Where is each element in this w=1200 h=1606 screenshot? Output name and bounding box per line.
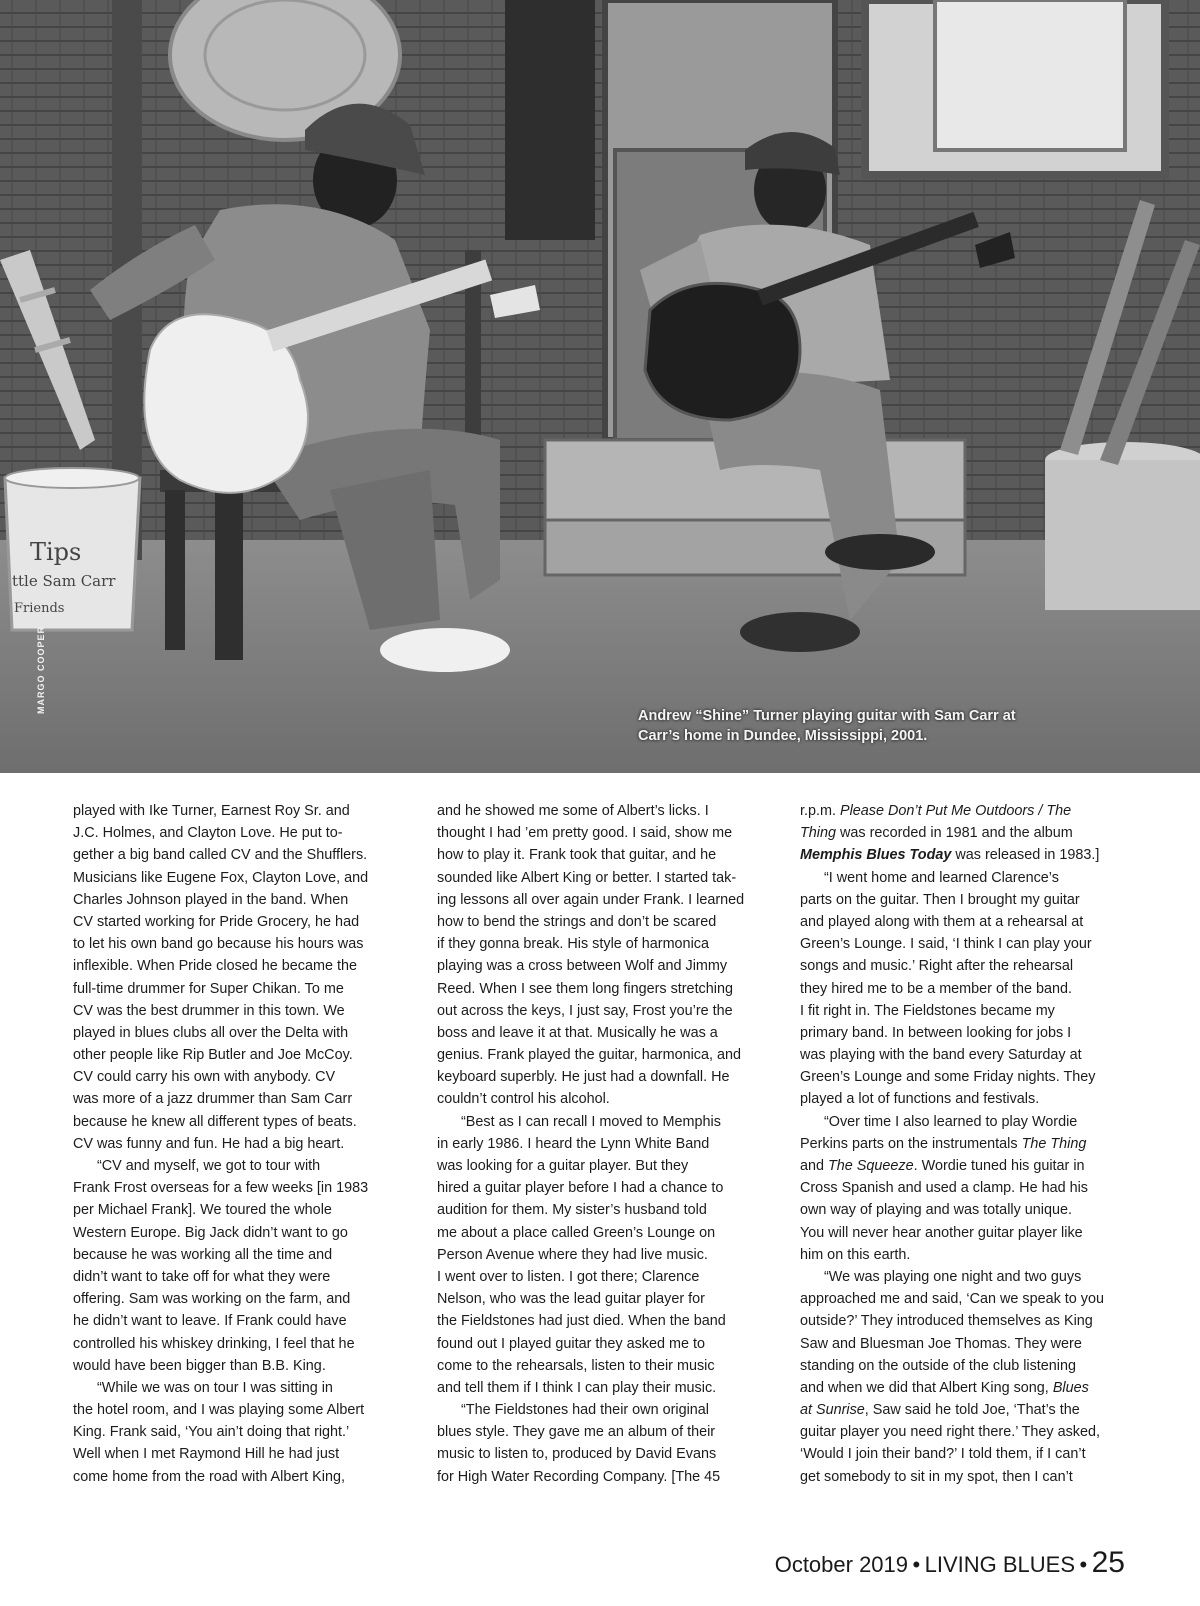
text-line: him on this earth.: [800, 1246, 911, 1263]
text-line: they hired me to be a member of the band.: [800, 980, 1072, 997]
bucket-label: Tips: [30, 538, 82, 566]
text-line: Green’s Lounge. I said, ‘I think I can play your: [800, 936, 1092, 953]
text-line: King. Frank said, ‘You ain’t doing that right.’: [73, 1424, 350, 1441]
text-line: hired a guitar player before I had a chance to: [437, 1180, 724, 1197]
text-line: he didn’t want to leave. If Frank could have: [73, 1313, 347, 1330]
text-line: Reed. When I see them long fingers stretching: [437, 980, 733, 997]
folio-separator: •: [912, 1552, 921, 1577]
text-line: Person Avenue where they had live music.: [437, 1246, 708, 1263]
text-line: outside?’ They introduced themselves as King: [800, 1313, 1093, 1330]
text-line: and played along with them at a rehearsal at: [800, 913, 1084, 930]
bucket-label: Friends: [14, 601, 65, 616]
text-line: genius. Frank played the guitar, harmonica, and: [437, 1047, 741, 1064]
article-photo: [0, 0, 1200, 773]
text-line: own way of playing and was totally unique.: [800, 1202, 1072, 1219]
photo-illustration: [0, 0, 1200, 773]
text-line: played in blues clubs all over the Delta with: [73, 1024, 349, 1041]
text-line: audition for them. My sister’s husband told: [437, 1202, 707, 1219]
text-line: primary band. In between looking for jobs I: [800, 1024, 1072, 1041]
article-column-3: [800, 800, 1130, 1488]
text-line: Green’s Lounge and some Friday nights. They: [800, 1069, 1096, 1086]
text-line: full-time drummer for Super Chikan. To me: [73, 980, 344, 997]
text-line: inflexible. When Pride closed he became the: [73, 958, 357, 975]
styled-text: Memphis Blues Today: [800, 847, 952, 864]
article-column-1: [73, 800, 403, 1488]
text-line: come home from the road with Albert King,: [73, 1468, 345, 1485]
photo-credit: MARGO COOPER: [36, 625, 46, 715]
text-line: CV was funny and fun. He had a big heart.: [73, 1135, 345, 1152]
text-line: music to listen to, produced by David Evans: [437, 1446, 717, 1463]
text-segment: r.p.m.: [800, 803, 840, 819]
text-line: [800, 844, 1130, 866]
magazine-name: LIVING BLUES: [924, 1552, 1076, 1577]
text-line: in early 1986. I heard the Lynn White Band: [437, 1135, 710, 1152]
text-line: Cross Spanish and used a clamp. He had his: [800, 1180, 1088, 1197]
styled-text: The Thing: [1021, 1135, 1087, 1152]
text-line: guitar player you need right there.’ They asked,: [800, 1424, 1100, 1441]
text-line: for High Water Recording Company. [The 45: [437, 1468, 721, 1485]
text-line: didn’t want to take off for what they were: [73, 1268, 331, 1285]
folio-separator: •: [1079, 1552, 1088, 1577]
text-line: “Best as I can recall I moved to Memphis: [461, 1113, 721, 1130]
text-line: the hotel room, and I was playing some Albert: [73, 1402, 365, 1419]
text-line: played a lot of functions and festivals.: [800, 1091, 1040, 1108]
caption-line: Carr’s home in Dundee, Mississippi, 2001.: [638, 728, 928, 744]
page-number: 25: [1091, 1546, 1125, 1579]
text-line: to let his own band go because his hours was: [73, 936, 364, 953]
text-line: Well when I met Raymond Hill he had just: [73, 1446, 340, 1463]
text-line: Nelson, who was the lead guitar player for: [437, 1291, 705, 1308]
text-segment: Perkins parts on the instrumentals: [800, 1135, 1022, 1152]
text-line: and tell them if I think I can play their music.: [437, 1379, 717, 1396]
text-line: per Michael Frank]. We toured the whole: [73, 1202, 332, 1219]
text-line: approached me and said, ‘Can we speak to you: [800, 1291, 1104, 1308]
text-line: couldn’t control his alcohol.: [437, 1091, 610, 1108]
text-line: I went over to listen. I got there; Clarence: [437, 1268, 700, 1285]
text-line: [800, 1133, 1130, 1155]
text-line: and he showed me some of Albert’s licks. I: [437, 803, 709, 819]
text-line: CV was the best drummer in this town. We: [73, 1002, 345, 1019]
text-line: Western Europe. Big Jack didn’t want to go: [73, 1224, 348, 1241]
text-line: parts on the guitar. Then I brought my guitar: [800, 891, 1080, 908]
page-folio: [775, 1546, 1125, 1580]
text-segment: was recorded in 1981 and the album: [836, 825, 1073, 842]
text-line: “The Fieldstones had their own original: [461, 1402, 709, 1419]
text-line: I fit right in. The Fieldstones became my: [800, 1002, 1055, 1019]
text-line: boss and leave it at that. Musically he was a: [437, 1024, 718, 1041]
text-line: would have been bigger than B.B. King.: [73, 1357, 326, 1374]
text-line: standing on the outside of the club listening: [800, 1357, 1077, 1374]
text-line: [800, 1377, 1130, 1399]
text-line: ing lessons all over again under Frank. I learned: [437, 891, 745, 908]
text-segment: and: [800, 1158, 829, 1174]
text-line: thought I had ’em pretty good. I said, show me: [437, 825, 733, 842]
text-line: out across the keys, I just say, Frost you’re the: [437, 1002, 733, 1019]
text-line: “CV and myself, we got to tour with: [97, 1158, 321, 1174]
text-line: offering. Sam was working on the farm, and: [73, 1291, 351, 1308]
text-segment: . Wordie tuned his guitar in: [913, 1158, 1085, 1174]
text-line: “I went home and learned Clarence’s: [824, 869, 1059, 886]
text-line: sounded like Albert King or better. I started tak-: [437, 869, 737, 886]
styled-text: at Sunrise: [800, 1402, 865, 1419]
text-line: CV started working for Pride Grocery, he had: [73, 913, 360, 930]
styled-text: Thing: [800, 825, 836, 842]
text-line: “We was playing one night and two guys: [824, 1268, 1082, 1285]
text-line: [800, 800, 1130, 822]
text-line: blues style. They gave me an album of their: [437, 1424, 716, 1441]
caption-line: Andrew “Shine” Turner playing guitar with Sam Carr at: [638, 708, 1016, 724]
text-line: You will never hear another guitar player like: [800, 1224, 1083, 1241]
article-column-2: [437, 800, 767, 1488]
styled-text: The Squeeze: [828, 1158, 914, 1174]
text-line: keyboard superbly. He just had a downfall. He: [437, 1069, 730, 1086]
styled-text: Please Don’t Put Me Outdoors / The: [839, 803, 1072, 819]
text-line: “While we was on tour I was sitting in: [97, 1379, 333, 1396]
text-line: was looking for a guitar player. But they: [437, 1158, 689, 1174]
text-segment: and when we did that Albert King song,: [800, 1379, 1053, 1396]
text-line: J.C. Holmes, and Clayton Love. He put to-: [73, 825, 343, 842]
text-line: [800, 1399, 1130, 1421]
text-line: the Fieldstones had just died. When the band: [437, 1313, 726, 1330]
bucket-label: ttle Sam Carr: [12, 572, 116, 590]
text-line: if they gonna break. His style of harmonica: [437, 936, 709, 953]
text-line: was playing with the band every Saturday at: [800, 1047, 1082, 1064]
text-line: found out I played guitar they asked me to: [437, 1335, 705, 1352]
text-line: because he knew all different types of beats.: [73, 1113, 357, 1130]
text-line: how to bend the strings and don’t be scared: [437, 913, 717, 930]
text-line: come to the rehearsals, listen to their music: [437, 1357, 715, 1374]
text-line: get somebody to sit in my spot, then I can’t: [800, 1468, 1073, 1485]
photo-caption: [638, 706, 1098, 746]
text-line: songs and music.’ Right after the rehearsal: [800, 958, 1074, 975]
text-line: CV could carry his own with anybody. CV: [73, 1069, 336, 1086]
text-line: Frank Frost overseas for a few weeks [in 1983: [73, 1180, 369, 1197]
text-line: Charles Johnson played in the band. When: [73, 891, 349, 908]
text-line: me about a place called Green’s Lounge on: [437, 1224, 716, 1241]
text-line: controlled his whiskey drinking, I feel that he: [73, 1335, 355, 1352]
text-line: other people like Rip Butler and Joe McCoy.: [73, 1047, 353, 1064]
text-line: [800, 822, 1130, 844]
text-line: Musicians like Eugene Fox, Clayton Love, and: [73, 869, 369, 886]
text-line: was more of a jazz drummer than Sam Carr: [73, 1091, 353, 1108]
text-line: “Over time I also learned to play Wordie: [824, 1113, 1078, 1130]
text-line: how to play it. Frank took that guitar, and he: [437, 847, 717, 864]
styled-text: Blues: [1052, 1379, 1089, 1396]
text-line: [800, 1155, 1130, 1177]
text-segment: , Saw said he told Joe, ‘That’s the: [864, 1402, 1080, 1419]
text-segment: was released in 1983.]: [951, 847, 1100, 864]
text-line: because he was working all the time and: [73, 1246, 333, 1263]
text-line: ‘Would I join their band?’ I told them, if I can’t: [800, 1446, 1086, 1463]
issue-date: October 2019: [774, 1552, 909, 1577]
text-line: playing was a cross between Wolf and Jimmy: [437, 958, 728, 975]
text-line: gether a big band called CV and the Shufflers.: [73, 847, 368, 864]
text-line: Saw and Bluesman Joe Thomas. They were: [800, 1335, 1082, 1352]
text-line: played with Ike Turner, Earnest Roy Sr. and: [73, 803, 350, 819]
